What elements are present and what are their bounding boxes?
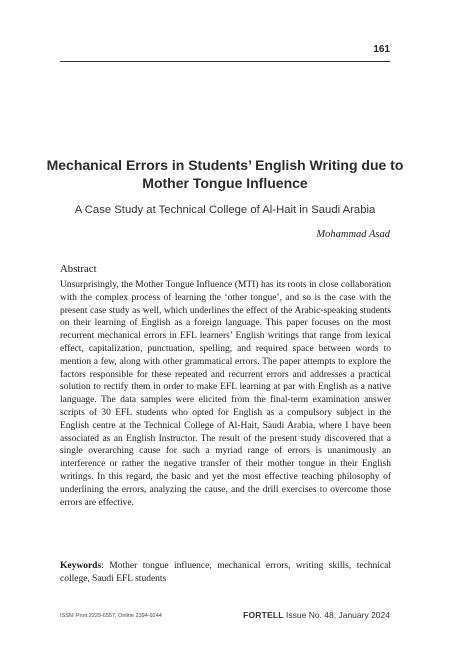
article-title: Mechanical Errors in Students’ English Writing due to Mother Tongue Influence: [46, 157, 404, 191]
header-rule: [60, 61, 390, 62]
author-name: Mohammad Asad: [316, 229, 390, 240]
journal-issue: Issue No. 48, January 2024: [283, 610, 390, 620]
article-subtitle: A Case Study at Technical College of Al-Hait in Saudi Arabia: [74, 204, 376, 216]
page-number: 161: [373, 44, 390, 55]
journal-name: FORTELL: [243, 610, 284, 620]
keywords-text: : Mother tongue influence, mechanical errors, writing skills, technical college, Saudi EFL students: [60, 561, 391, 584]
abstract-heading: Abstract: [60, 263, 97, 275]
keywords-label: Keywords: [60, 561, 102, 571]
abstract-body: Unsurprisingly, the Mother Tongue Influence (MTI) has its roots in close collaboration with the complex process of learning the ‘other tongue’, and so is the case with the present case study as well, which underlines the effect of the Arabic-speaking students on their learning of English as a foreign language. This paper focuses on the most recurrent mechanical errors in EFL learners’ English writings that range from lexical effect, capitalization, punctuation, spelling, and required space between words to mention a few, along with other grammatical errors. The paper attempts to explore the factors responsible for these repeated and recurrent errors and addresses a practical solution to rectify them in order to make EFL learning at par with English as a native language. The data samples were elicited from the final-term examination answer scripts of 30 EFL students who opted for English as a compulsory subject in the English centre at the Technical College of Al-Hait, Saudi Arabia, where I have been associated as an English Instructor. The result of the present study discovered that a single overarching cause for such a myriad range of errors is unanimously an interference or rather the negative transfer of their mother tongue in their English writings. In this regard, the basic and yet the most effective teaching philosophy of underlining the errors, analyzing the cause, and the drill exercises to overcome those errors are effective.: [60, 280, 391, 508]
keywords: [60, 560, 391, 586]
footer-issn: ISSN: Print 2229-6557, Online 2394-9244: [60, 613, 162, 619]
footer-journal: [243, 610, 390, 620]
